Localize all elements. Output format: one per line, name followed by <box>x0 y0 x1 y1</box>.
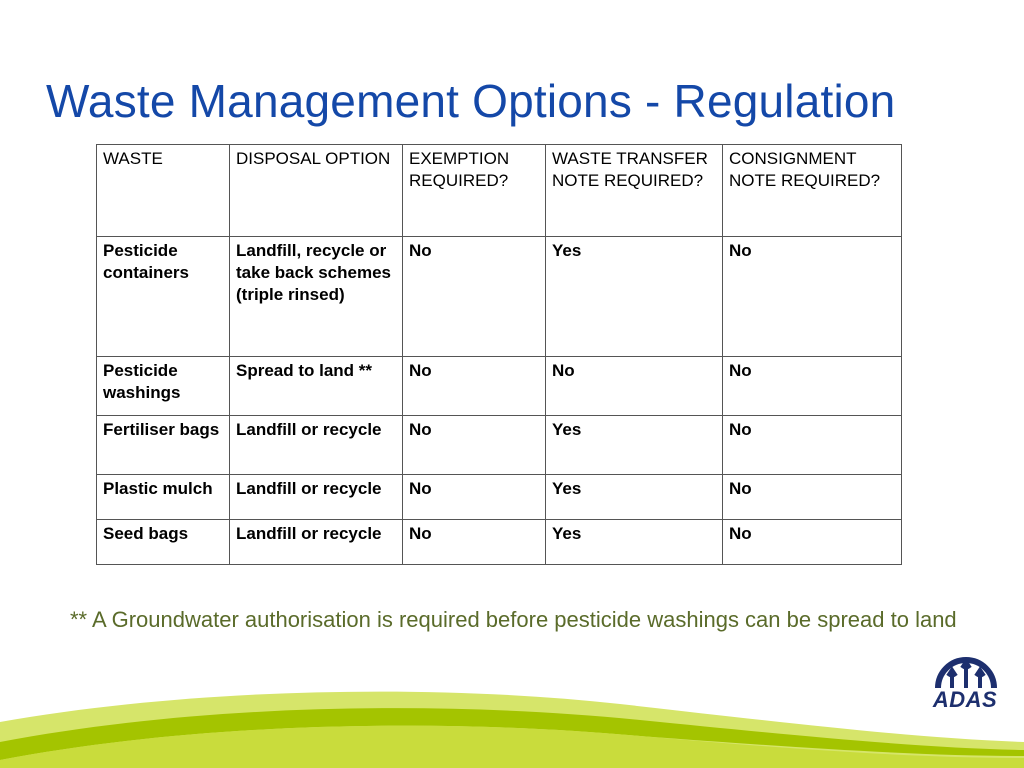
header-waste-transfer-note: WASTE TRANSFER NOTE REQUIRED? <box>546 145 723 237</box>
cell-waste: Pesticide washings <box>97 357 230 416</box>
cell-disposal-option: Landfill, recycle or take back schemes (triple rinsed) <box>230 237 403 357</box>
cell-transfer-note: Yes <box>546 475 723 520</box>
cell-transfer-note: Yes <box>546 416 723 475</box>
cell-consignment-note: No <box>723 416 902 475</box>
cell-transfer-note: No <box>546 357 723 416</box>
adas-logo-icon <box>928 648 1004 692</box>
table-row <box>97 475 902 520</box>
cell-exemption: No <box>403 520 546 565</box>
footnote: ** A Groundwater authorisation is required before pesticide washings can be spread to land <box>70 607 957 632</box>
cell-disposal-option: Landfill or recycle <box>230 416 403 475</box>
green-swoosh-decoration <box>0 660 1024 768</box>
cell-transfer-note: Yes <box>546 237 723 357</box>
header-disposal-option: DISPOSAL OPTION <box>230 145 403 237</box>
table-row <box>97 416 902 475</box>
header-consignment-note: CONSIGNMENT NOTE REQUIRED? <box>723 145 902 237</box>
cell-waste: Seed bags <box>97 520 230 565</box>
cell-consignment-note: No <box>723 475 902 520</box>
table-row <box>97 357 902 416</box>
slide-title: Waste Management Options - Regulation <box>46 75 896 127</box>
cell-exemption: No <box>403 237 546 357</box>
cell-consignment-note: No <box>723 520 902 565</box>
cell-disposal-option: Spread to land ** <box>230 357 403 416</box>
table-header-row <box>97 145 902 237</box>
cell-consignment-note: No <box>723 237 902 357</box>
cell-disposal-option: Landfill or recycle <box>230 520 403 565</box>
table-row <box>97 520 902 565</box>
cell-waste: Plastic mulch <box>97 475 230 520</box>
cell-consignment-note: No <box>723 357 902 416</box>
cell-disposal-option: Landfill or recycle <box>230 475 403 520</box>
cell-waste: Fertiliser bags <box>97 416 230 475</box>
header-waste: WASTE <box>97 145 230 237</box>
cell-waste: Pesticide containers <box>97 237 230 357</box>
cell-exemption: No <box>403 416 546 475</box>
table-row <box>97 237 902 357</box>
header-exemption-required: EXEMPTION REQUIRED? <box>403 145 546 237</box>
adas-logo-text: ADAS <box>932 687 998 712</box>
cell-exemption: No <box>403 475 546 520</box>
cell-exemption: No <box>403 357 546 416</box>
waste-regulation-table <box>96 144 902 565</box>
cell-transfer-note: Yes <box>546 520 723 565</box>
